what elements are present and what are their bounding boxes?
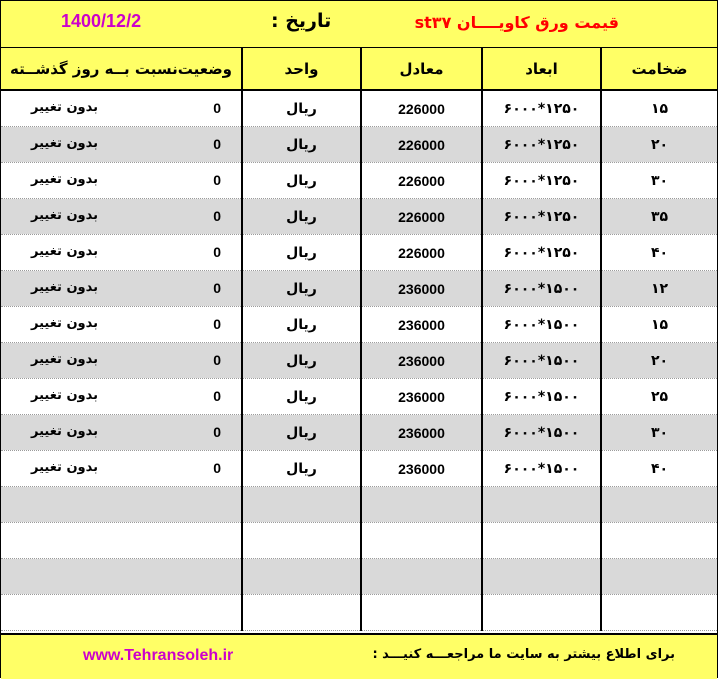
status-cell	[1, 379, 242, 415]
change-value: 0	[213, 280, 221, 296]
website-link[interactable]: www.Tehransoleh.ir	[83, 647, 234, 664]
dimensions-cell: ۶۰۰۰*۱۵۰۰	[482, 451, 601, 487]
dimensions-cell: ۶۰۰۰*۱۵۰۰	[482, 307, 601, 343]
dimensions-cell	[482, 487, 601, 523]
status-cell	[1, 343, 242, 379]
footer-bar	[1, 633, 717, 679]
change-value: 0	[213, 172, 221, 188]
status-cell	[1, 90, 242, 127]
change-value: 0	[213, 136, 221, 152]
thickness-cell: ۳۰	[601, 415, 717, 451]
price-cell	[361, 487, 482, 523]
status-cell	[1, 559, 242, 595]
thickness-cell	[601, 523, 717, 559]
price-cell: 236000	[361, 379, 482, 415]
thickness-cell: ۱۵	[601, 90, 717, 127]
unit-cell	[242, 523, 361, 559]
price-cell: 236000	[361, 271, 482, 307]
table-row	[1, 523, 717, 559]
unit-cell: ریال	[242, 127, 361, 163]
status-text: بدون تغییر	[31, 244, 99, 259]
status-text: بدون تغییر	[31, 388, 99, 403]
column-header-thickness: ضخامت	[601, 48, 717, 90]
thickness-cell	[601, 559, 717, 595]
status-cell	[1, 127, 242, 163]
price-cell: 226000	[361, 127, 482, 163]
unit-cell: ریال	[242, 379, 361, 415]
dimensions-cell: ۶۰۰۰*۱۲۵۰	[482, 90, 601, 127]
thickness-cell: ۴۰	[601, 235, 717, 271]
status-cell	[1, 199, 242, 235]
change-value: 0	[213, 100, 221, 116]
unit-cell: ریال	[242, 271, 361, 307]
dimensions-cell: ۶۰۰۰*۱۲۵۰	[482, 199, 601, 235]
thickness-cell	[601, 595, 717, 631]
change-value: 0	[213, 316, 221, 332]
price-cell: 236000	[361, 307, 482, 343]
table-row	[1, 379, 717, 415]
thickness-cell: ۲۵	[601, 379, 717, 415]
column-header-price: معادل	[361, 48, 482, 90]
table-row	[1, 163, 717, 199]
price-cell: 226000	[361, 90, 482, 127]
change-value: 0	[213, 424, 221, 440]
status-cell	[1, 451, 242, 487]
change-value: 0	[213, 460, 221, 476]
status-text: بدون تغییر	[31, 460, 99, 475]
status-cell	[1, 271, 242, 307]
table-row	[1, 343, 717, 379]
dimensions-cell	[482, 559, 601, 595]
unit-cell	[242, 595, 361, 631]
unit-cell: ریال	[242, 235, 361, 271]
status-text: بدون تغییر	[31, 352, 99, 367]
thickness-cell: ۲۰	[601, 127, 717, 163]
status-cell	[1, 487, 242, 523]
thickness-cell: ۲۰	[601, 343, 717, 379]
date-value: 1400/12/2	[61, 11, 142, 31]
thickness-cell: ۴۰	[601, 451, 717, 487]
dimensions-cell	[482, 523, 601, 559]
table-row	[1, 235, 717, 271]
unit-cell	[242, 559, 361, 595]
change-value: 0	[213, 352, 221, 368]
status-cell	[1, 523, 242, 559]
table-row	[1, 487, 717, 523]
dimensions-cell: ۶۰۰۰*۱۵۰۰	[482, 379, 601, 415]
date-label: تاریخ :	[271, 10, 332, 32]
table-row	[1, 559, 717, 595]
price-table	[1, 48, 717, 631]
column-header-status: وضعیت‌نسبت بــه روز گذشــته	[1, 48, 242, 90]
price-cell	[361, 523, 482, 559]
status-text: بدون تغییر	[31, 208, 99, 223]
price-cell: 226000	[361, 163, 482, 199]
change-value: 0	[213, 244, 221, 260]
status-text: بدون تغییر	[31, 280, 99, 295]
column-header-dimensions: ابعاد	[482, 48, 601, 90]
unit-cell: ریال	[242, 307, 361, 343]
status-cell	[1, 163, 242, 199]
table-row	[1, 307, 717, 343]
table-row	[1, 595, 717, 631]
change-value: 0	[213, 388, 221, 404]
thickness-cell: ۱۵	[601, 307, 717, 343]
table-row	[1, 199, 717, 235]
status-text: بدون تغییر	[31, 172, 99, 187]
change-value: 0	[213, 208, 221, 224]
thickness-cell	[601, 487, 717, 523]
dimensions-cell: ۶۰۰۰*۱۲۵۰	[482, 127, 601, 163]
table-row	[1, 127, 717, 163]
table-header-row	[1, 48, 717, 90]
unit-cell: ریال	[242, 199, 361, 235]
price-cell: 236000	[361, 343, 482, 379]
column-header-unit: واحد	[242, 48, 361, 90]
dimensions-cell: ۶۰۰۰*۱۵۰۰	[482, 343, 601, 379]
status-text: بدون تغییر	[31, 424, 99, 439]
price-cell: 226000	[361, 199, 482, 235]
price-cell: 226000	[361, 235, 482, 271]
status-text: بدون تغییر	[31, 316, 99, 331]
dimensions-cell: ۶۰۰۰*۱۲۵۰	[482, 235, 601, 271]
thickness-cell: ۳۰	[601, 163, 717, 199]
price-cell: 236000	[361, 451, 482, 487]
unit-cell: ریال	[242, 451, 361, 487]
status-text: بدون تغییر	[31, 136, 99, 151]
thickness-cell: ۱۲	[601, 271, 717, 307]
thickness-cell: ۳۵	[601, 199, 717, 235]
table-row	[1, 451, 717, 487]
price-cell	[361, 595, 482, 631]
unit-cell: ریال	[242, 415, 361, 451]
price-cell	[361, 559, 482, 595]
dimensions-cell: ۶۰۰۰*۱۵۰۰	[482, 415, 601, 451]
sheet-title: قیمت ورق کاویــــان st۳۷	[414, 13, 619, 32]
table-row	[1, 271, 717, 307]
unit-cell: ریال	[242, 343, 361, 379]
price-cell: 236000	[361, 415, 482, 451]
dimensions-cell: ۶۰۰۰*۱۲۵۰	[482, 163, 601, 199]
status-cell	[1, 307, 242, 343]
title-bar	[1, 1, 717, 48]
footer-info-text: برای اطلاع بیشتر به سایت ما مراجعـــه کنیـــد :	[372, 647, 675, 662]
status-text: بدون تغییر	[31, 100, 99, 115]
status-cell	[1, 595, 242, 631]
dimensions-cell: ۶۰۰۰*۱۵۰۰	[482, 271, 601, 307]
dimensions-cell	[482, 595, 601, 631]
status-cell	[1, 235, 242, 271]
table-row	[1, 90, 717, 127]
unit-cell	[242, 487, 361, 523]
table-row	[1, 415, 717, 451]
table-body	[1, 90, 717, 631]
unit-cell: ریال	[242, 163, 361, 199]
status-cell	[1, 415, 242, 451]
unit-cell: ریال	[242, 90, 361, 127]
